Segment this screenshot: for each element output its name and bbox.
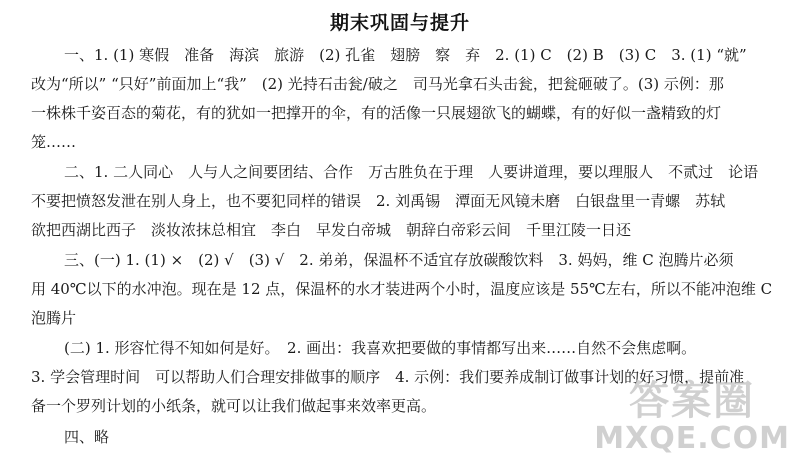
text-line: 三、(一) 1. (1) × (2) √ (3) √ 2. 弟弟，保温杯不适宜存放碳酸饮料 3. 妈妈，维 C 泡腾片必须 [64, 251, 734, 269]
site-watermark [594, 379, 790, 455]
text-line: 欲把西湖比西子 淡妆浓抹总相宜 李白 早发白帝城 朝辞白帝彩云间 千里江陵一日还 [31, 221, 632, 239]
text-line: 3. 学会管理时间 可以帮助人们合理安排做事的顺序 4. 示例：我们要养成制订做事计划的好习惯，提前准 [31, 368, 745, 386]
text-line: 笼…… [31, 133, 77, 151]
text-line: 泡腾片 [31, 309, 77, 327]
text-line: 用 40℃以下的水冲泡。现在是 12 点，保温杯的水才装进两个小时，温度应该是 55℃左右，所以不能冲泡维 C [31, 280, 773, 298]
text-line: 四、略 [64, 428, 110, 446]
watermark-url: MXQE.COM [594, 421, 790, 456]
text-line: (二) 1. 形容忙得不知如何是好。 2. 画出：我喜欢把要做的事情都写出来……自然不会焦虑啊。 [64, 339, 697, 357]
text-line: 备一个罗列计划的小纸条，就可以让我们做起事来效率更高。 [31, 397, 437, 415]
text-line: 改为“所以” “只好”前面加上“我” (2) 光持石击瓮/破之 司马光拿石头击瓮，把瓮砸破了。(3) 示例：那 [31, 75, 724, 93]
text-line: 一、1. (1) 寒假 准备 海滨 旅游 (2) 孔雀 翅膀 察 弃 2. (1) C (2) B (3) C 3. (1) “就” [64, 46, 747, 64]
page-title: 期末巩固与提升 [329, 12, 470, 34]
text-line: 不要把愤怒发泄在别人身上，也不要犯同样的错误 2. 刘禹锡 潭面无风镜未磨 白银盘里一青螺 苏轼 [31, 192, 726, 210]
text-line: 二、1. 二人同心 人与人之间要团结、合作 万古胜负在于理 人要讲道理，要以理服人 不贰过 论语 [64, 163, 759, 181]
text-line: 一株株千姿百态的菊花，有的犹如一把撑开的伞，有的活像一只展翅欲飞的蝴蝶，有的好似一盏精致的灯 [31, 104, 722, 122]
watermark-logo: 答案圈 [629, 378, 756, 424]
